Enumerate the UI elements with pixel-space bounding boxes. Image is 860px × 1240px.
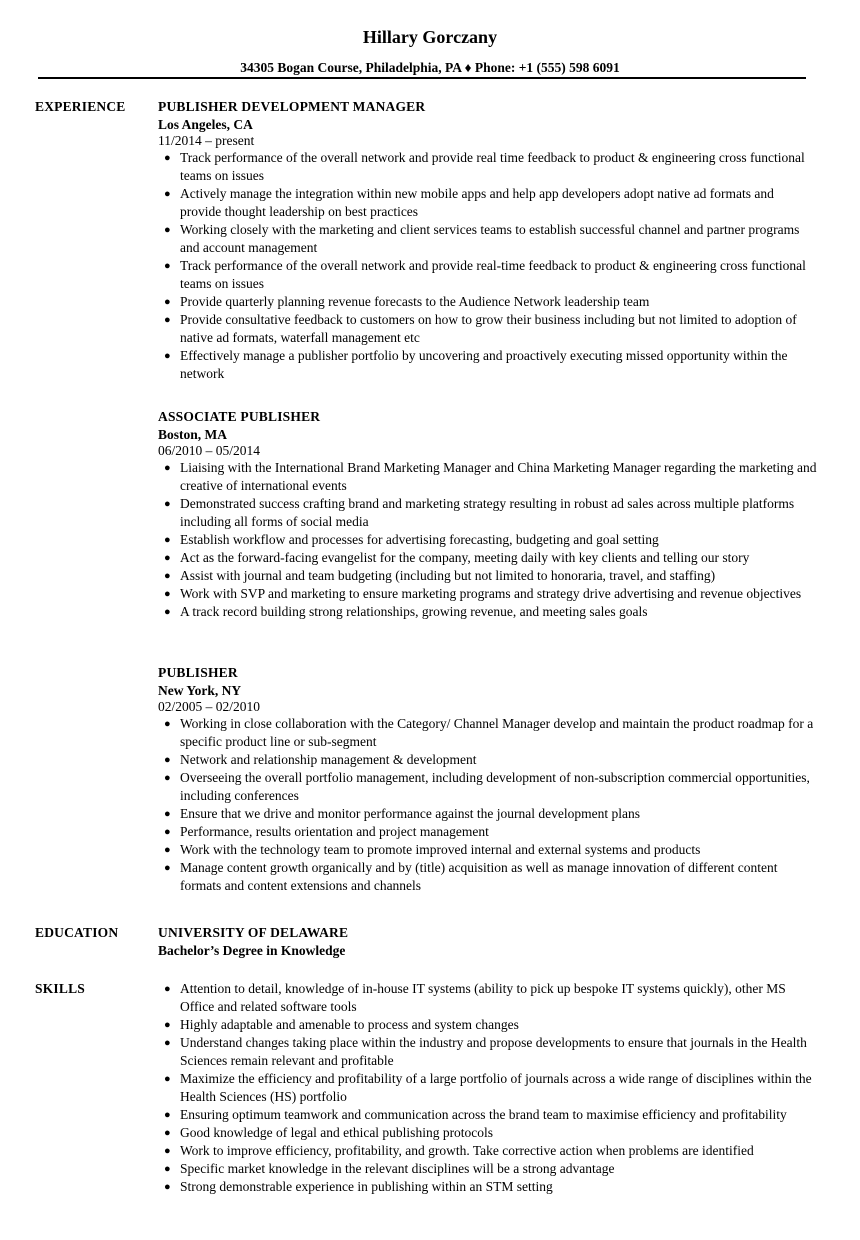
bullet-item: ● Effectively manage a publisher portfolio by uncovering and proactively executing missed opportunity within the network	[164, 348, 788, 381]
bullet-icon: ●	[164, 808, 171, 820]
bullet-icon: ●	[164, 844, 171, 856]
job-location: Los Angeles, CA	[158, 117, 253, 132]
bullet-item: ● Provide quarterly planning revenue forecasts to the Audience Network leadership team	[164, 294, 650, 309]
bullet-icon: ●	[164, 152, 171, 164]
bullet-icon: ●	[164, 826, 171, 838]
skill-item: ● Good knowledge of legal and ethical publishing protocols	[164, 1125, 494, 1140]
bullet-icon: ●	[164, 552, 171, 564]
bullet-item: ● Provide consultative feedback to customers on how to grow their business including but not limited to adoption of native ad formats, waterfall management etc	[164, 312, 797, 345]
skill-item: ● Strong demonstrable experience in publishing within an STM setting	[164, 1179, 553, 1194]
experience-heading: EXPERIENCE	[35, 99, 126, 114]
bullet-item: ● Ensure that we drive and monitor performance against the journal development plans	[164, 806, 640, 821]
bullet-item: ● Actively manage the integration within new mobile apps and help app developers adopt native ad formats and provide thought leadership on best practices	[164, 186, 774, 219]
bullet-item: ● Network and relationship management & development	[164, 752, 477, 767]
job-title: ASSOCIATE PUBLISHER	[158, 409, 321, 424]
bullet-icon: ●	[164, 224, 171, 236]
bullet-icon: ●	[164, 1181, 171, 1193]
bullet-icon: ●	[164, 1163, 171, 1175]
bullet-item: ● Overseeing the overall portfolio management, including development of non-subscription commercial opportunities, including conferences	[164, 770, 810, 803]
bullet-icon: ●	[164, 754, 171, 766]
bullet-item: ● Liaising with the International Brand Marketing Manager and China Marketing Manager regarding the marketing and creative of international events	[164, 460, 817, 493]
bullet-item: ● Work with the technology team to promote improved internal and external systems and products	[164, 842, 701, 857]
skill-item: ● Understand changes taking place within the industry and propose developments to ensure that journals in the Health Sciences remain relevant and profitable	[164, 1035, 807, 1068]
skill-item: ● Work to improve efficiency, profitability, and growth. Take corrective action when problems are identified	[164, 1143, 754, 1158]
skill-item: ● Specific market knowledge in the relevant disciplines will be a strong advantage	[164, 1161, 615, 1176]
job-title: PUBLISHER DEVELOPMENT MANAGER	[158, 99, 426, 114]
header-divider	[38, 77, 806, 79]
job-entry	[158, 664, 818, 895]
bullet-icon: ●	[164, 570, 171, 582]
bullet-icon: ●	[164, 260, 171, 272]
job-dates: 06/2010 – 05/2014	[158, 443, 261, 458]
skills-list-container	[158, 980, 818, 1196]
job-dates: 11/2014 – present	[158, 133, 255, 148]
bullet-item: ● Manage content growth organically and by (title) acquisition as well as manage innovation of different content formats and content extensions and channels	[164, 860, 778, 893]
bullet-icon: ●	[164, 1127, 171, 1139]
bullet-item: ● Act as the forward-facing evangelist for the company, meeting daily with key clients and telling our story	[164, 550, 750, 565]
school-name: UNIVERSITY OF DELAWARE	[158, 925, 349, 940]
bullet-item: ● Demonstrated success crafting brand and marketing strategy resulting in robust ad sales across multiple platforms including all forms of social media	[164, 496, 795, 529]
bullet-item: ● Performance, results orientation and project management	[164, 824, 489, 839]
degree-name: Bachelor’s Degree in Knowledge	[158, 943, 346, 958]
bullet-icon: ●	[164, 718, 171, 730]
job-bullets	[158, 149, 818, 383]
skill-item: ● Maximize the efficiency and profitability of a large portfolio of journals across a wide range of disciplines within the Health Sciences (HS) portfolio	[164, 1071, 812, 1104]
bullet-item: ● Track performance of the overall network and provide real-time feedback to product & engineering cross functional teams on issues	[164, 258, 806, 291]
bullet-icon: ●	[164, 862, 171, 874]
bullet-icon: ●	[164, 1019, 171, 1031]
job-location: New York, NY	[158, 683, 242, 698]
candidate-name: Hillary Gorczany	[362, 27, 498, 47]
bullet-icon: ●	[164, 534, 171, 546]
bullet-item: ● Working in close collaboration with the Category/ Channel Manager develop and maintain the product roadmap for a specific product line or sub-segment	[164, 716, 814, 749]
contact-line: 34305 Bogan Course, Philadelphia, PA ♦ Phone: +1 (555) 598 6091	[240, 60, 620, 75]
bullet-icon: ●	[164, 498, 171, 510]
skill-item: ● Ensuring optimum teamwork and communication across the brand team to maximise efficiency and profitability	[164, 1107, 787, 1122]
skills-list	[158, 980, 818, 1196]
job-entry	[158, 408, 818, 621]
bullet-item: ● Working closely with the marketing and client services teams to establish successful channel and partner programs and account management	[164, 222, 800, 255]
bullet-icon: ●	[164, 588, 171, 600]
bullet-icon: ●	[164, 1145, 171, 1157]
bullet-item: ● Work with SVP and marketing to ensure marketing programs and strategy drive advertising and revenue objectives	[164, 586, 802, 601]
bullet-icon: ●	[164, 296, 171, 308]
job-bullets	[158, 715, 818, 895]
skill-item: ● Attention to detail, knowledge of in-house IT systems (ability to pick up bespoke IT systems quickly), other MS Office and related software tools	[164, 981, 786, 1014]
job-entry	[158, 98, 818, 383]
bullet-icon: ●	[164, 983, 171, 995]
bullet-icon: ●	[164, 350, 171, 362]
job-bullets	[158, 459, 818, 621]
bullet-item: ● A track record building strong relationships, growing revenue, and meeting sales goals	[164, 604, 648, 619]
bullet-icon: ●	[164, 772, 171, 784]
job-location: Boston, MA	[158, 427, 228, 442]
bullet-icon: ●	[164, 1109, 171, 1121]
skill-item: ● Highly adaptable and amenable to process and system changes	[164, 1017, 519, 1032]
skills-heading: SKILLS	[35, 981, 85, 996]
bullet-item: ● Track performance of the overall network and provide real time feedback to product & engineering cross functional teams on issues	[164, 150, 805, 183]
education-heading: EDUCATION	[35, 925, 119, 940]
bullet-icon: ●	[164, 1073, 171, 1085]
bullet-icon: ●	[164, 606, 171, 618]
education-entry	[158, 924, 818, 960]
bullet-icon: ●	[164, 462, 171, 474]
job-dates: 02/2005 – 02/2010	[158, 699, 261, 714]
bullet-item: ● Establish workflow and processes for advertising forecasting, budgeting and goal setting	[164, 532, 659, 547]
bullet-icon: ●	[164, 1037, 171, 1049]
bullet-item: ● Assist with journal and team budgeting (including but not limited to honoraria, travel, and staffing)	[164, 568, 716, 583]
job-title: PUBLISHER	[158, 665, 238, 680]
bullet-icon: ●	[164, 188, 171, 200]
bullet-icon: ●	[164, 314, 171, 326]
